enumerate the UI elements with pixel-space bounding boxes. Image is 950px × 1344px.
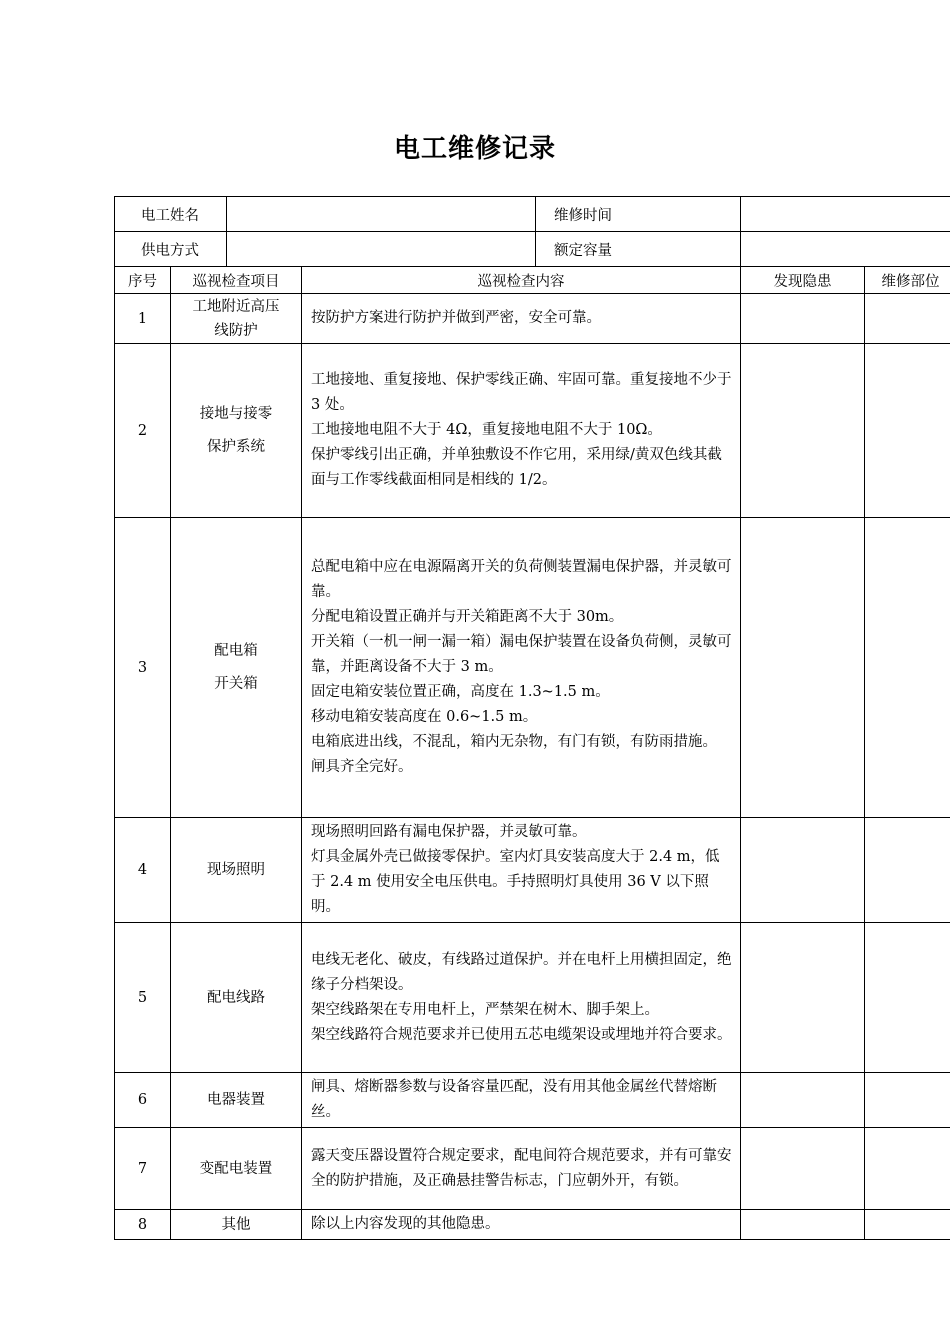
inspection-content — [302, 1128, 741, 1210]
inspection-content-line: 保护零线引出正确，并单独敷设不作它用，采用绿/黄双色线其截面与工作零线截面相同是相线的 1/2。 — [311, 447, 722, 488]
inspection-content — [302, 1210, 741, 1240]
row-number: 3 — [115, 518, 171, 818]
inspection-item-line: 工地附近高压 — [192, 298, 280, 315]
repair-part-cell[interactable] — [865, 518, 950, 818]
inspection-content-line: 现场照明回路有漏电保护器，并灵敏可靠。 — [311, 824, 587, 840]
inspection-content — [302, 294, 741, 344]
inspection-item — [171, 923, 302, 1073]
table-row — [115, 1210, 950, 1240]
inspection-content-line: 灯具金属外壳已做接零保护。室内灯具安装高度大于 2.4 m，低于 2.4 m 使用安全电压供电。手持照明灯具使用 36 V 以下照明。 — [311, 849, 720, 915]
column-header-row — [115, 267, 950, 294]
inspection-content-line: 除以上内容发现的其他隐患。 — [311, 1216, 500, 1232]
power-supply-label: 供电方式 — [115, 232, 227, 267]
row-number: 4 — [115, 818, 171, 923]
hazard-found-cell[interactable] — [741, 1128, 865, 1210]
inspection-content — [302, 518, 741, 818]
repair-part-cell[interactable] — [865, 818, 950, 923]
inspection-content-line: 闸具、熔断器参数与设备容量匹配，没有用其他金属丝代替熔断丝。 — [311, 1079, 717, 1120]
repair-part-cell[interactable] — [865, 923, 950, 1073]
electrician-name-field[interactable] — [227, 197, 536, 232]
column-header-repair: 维修部位 — [865, 267, 950, 294]
inspection-item-line: 变配电装置 — [199, 1160, 273, 1177]
rated-capacity-field[interactable] — [741, 232, 950, 267]
inspection-item-line: 电器装置 — [207, 1092, 265, 1108]
table-row — [115, 1073, 950, 1128]
inspection-content-line: 总配电箱中应在电源隔离开关的负荷侧装置漏电保护器，并灵敏可靠。 — [311, 559, 732, 600]
table-row — [115, 1128, 950, 1210]
inspection-item — [171, 818, 302, 923]
hazard-found-cell[interactable] — [741, 294, 865, 344]
inspection-content-line: 闸具齐全完好。 — [311, 759, 413, 775]
hazard-found-cell[interactable] — [741, 518, 865, 818]
row-number: 2 — [115, 344, 171, 518]
page-title: 电工维修记录 — [393, 134, 556, 164]
row-number: 7 — [115, 1128, 171, 1210]
table-row — [115, 294, 950, 344]
inspection-item-line: 开关箱 — [214, 675, 258, 692]
column-header-item: 巡视检查项目 — [171, 267, 302, 294]
column-header-content: 巡视检查内容 — [302, 267, 741, 294]
table-row — [115, 344, 950, 518]
table-row — [115, 818, 950, 923]
inspection-item — [171, 344, 302, 518]
inspection-content-line: 开关箱（一机一闸一漏一箱）漏电保护装置在设备负荷侧，灵敏可靠，并距离设备不大于 3 m。 — [311, 634, 732, 675]
inspection-content-line: 分配电箱设置正确并与开关箱距离不大于 30m。 — [311, 609, 624, 625]
inspection-content — [302, 818, 741, 923]
inspection-item-line: 配电线路 — [207, 989, 265, 1006]
electrician-name-label: 电工姓名 — [115, 197, 227, 232]
repair-part-cell[interactable] — [865, 1128, 950, 1210]
header-row-2 — [115, 232, 950, 267]
hazard-found-cell[interactable] — [741, 1210, 865, 1240]
inspection-content-line: 电线无老化、破皮，有线路过道保护。并在电杆上用横担固定，绝缘子分档架设。 — [311, 951, 732, 993]
repair-part-cell[interactable] — [865, 1210, 950, 1240]
inspection-item — [171, 1073, 302, 1128]
repair-part-cell[interactable] — [865, 1073, 950, 1128]
row-number: 6 — [115, 1073, 171, 1128]
inspection-item-line: 线防护 — [214, 322, 258, 339]
repair-time-field[interactable] — [741, 197, 950, 232]
inspection-item — [171, 1210, 302, 1240]
inspection-content-line: 架空线路符合规范要求并已使用五芯电缆架设或埋地并符合要求。 — [311, 1026, 732, 1043]
inspection-item-line: 保护系统 — [207, 438, 265, 455]
row-number: 5 — [115, 923, 171, 1073]
repair-part-cell[interactable] — [865, 294, 950, 344]
inspection-content-line: 按防护方案进行防护并做到严密，安全可靠。 — [311, 310, 601, 326]
inspection-item-line: 现场照明 — [207, 862, 265, 878]
inspection-content — [302, 923, 741, 1073]
hazard-found-cell[interactable] — [741, 1073, 865, 1128]
header-row-1 — [115, 197, 950, 232]
rated-capacity-label: 额定容量 — [536, 232, 741, 267]
repair-part-cell[interactable] — [865, 344, 950, 518]
maintenance-record-table — [114, 196, 950, 1240]
inspection-content-line: 露天变压器设置符合规定要求，配电间符合规范要求，并有可靠安全的防护措施，及正确悬挂警告标志，门应朝外开，有锁。 — [311, 1147, 732, 1189]
hazard-found-cell[interactable] — [741, 344, 865, 518]
inspection-content-line: 固定电箱安装位置正确，高度在 1.3~1.5 m。 — [311, 684, 610, 700]
table-row — [115, 923, 950, 1073]
inspection-content-line: 移动电箱安装高度在 0.6~1.5 m。 — [311, 709, 538, 725]
inspection-content-line: 架空线路架在专用电杆上，严禁架在树木、脚手架上。 — [311, 1001, 659, 1018]
repair-time-label: 维修时间 — [536, 197, 741, 232]
inspection-content — [302, 344, 741, 518]
power-supply-field[interactable] — [227, 232, 536, 267]
column-header-hazard: 发现隐患 — [741, 267, 865, 294]
table-row — [115, 518, 950, 818]
inspection-item-line: 接地与接零 — [199, 405, 273, 422]
inspection-item-line: 其他 — [221, 1216, 251, 1233]
row-number: 8 — [115, 1210, 171, 1240]
inspection-item — [171, 518, 302, 818]
inspection-content-line: 工地接地电阻不大于 4Ω，重复接地电阻不大于 10Ω。 — [311, 422, 662, 438]
row-number: 1 — [115, 294, 171, 344]
inspection-content — [302, 1073, 741, 1128]
inspection-content-line: 电箱底进出线，不混乱，箱内无杂物，有门有锁，有防雨措施。 — [311, 734, 717, 750]
inspection-item — [171, 1128, 302, 1210]
hazard-found-cell[interactable] — [741, 818, 865, 923]
inspection-content-line: 工地接地、重复接地、保护零线正确、牢固可靠。重复接地不少于 3 处。 — [311, 372, 732, 413]
column-header-no: 序号 — [115, 267, 171, 294]
inspection-item — [171, 294, 302, 344]
inspection-item-line: 配电箱 — [214, 642, 258, 659]
hazard-found-cell[interactable] — [741, 923, 865, 1073]
